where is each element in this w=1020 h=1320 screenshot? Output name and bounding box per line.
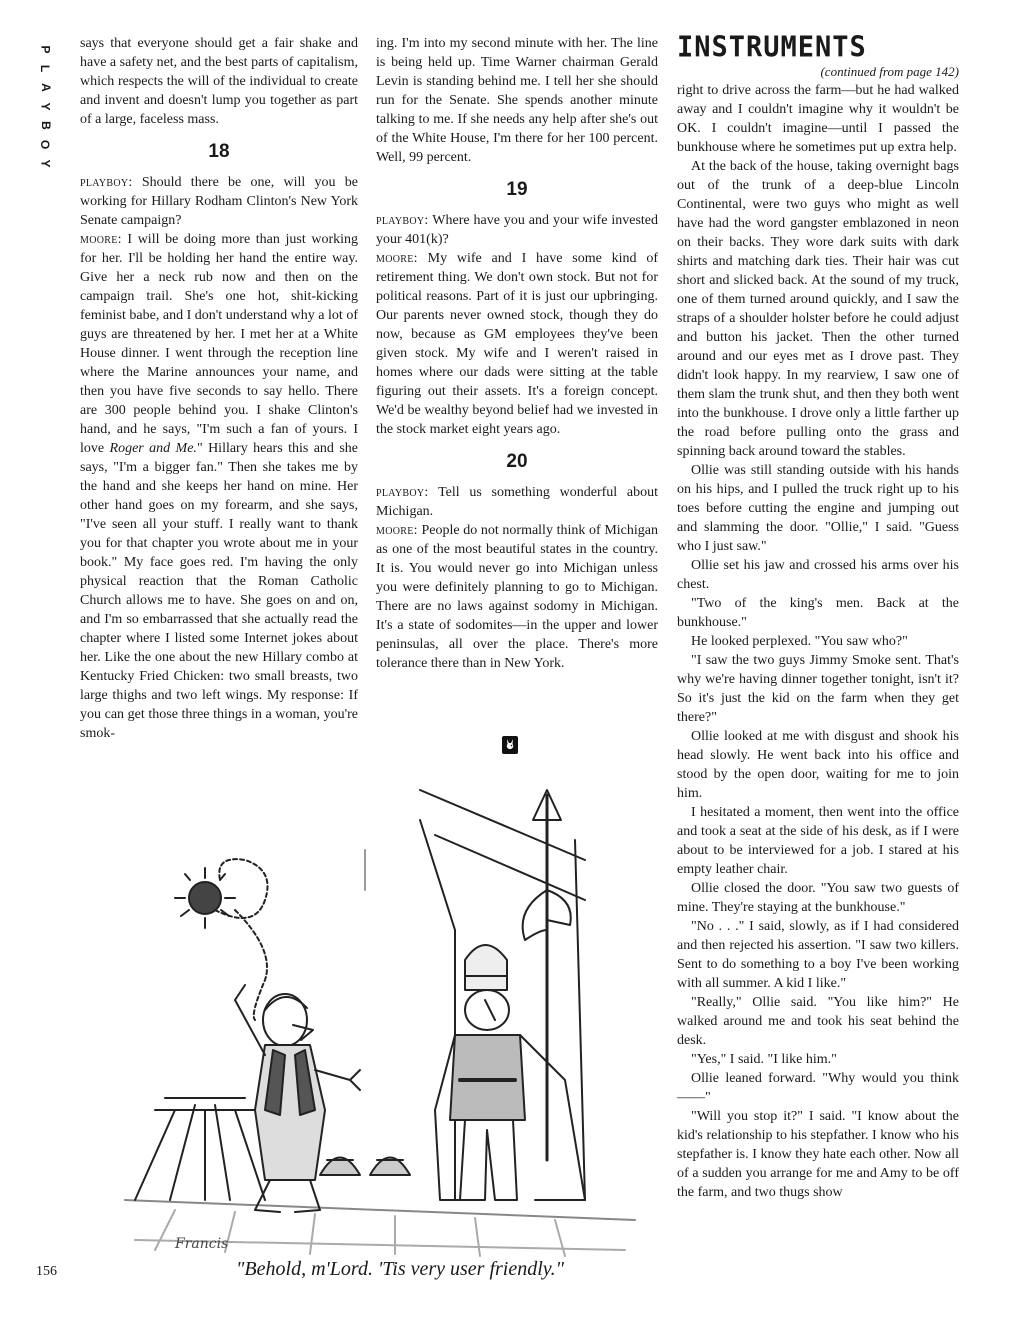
story-paragraph: At the back of the house, taking overnight bags out of the trunk of a deep-blue Lincoln Continental, were two guys who might as well have had the word gangster emblazoned in neon on their backs. They wore dark suits with dark shirts and matching dark ties. Their hair was cut short and slicked back. At the sound of my truck, one of them turned around quickly, and I saw the straps of a shoulder holster before he could adjust and button his jacket. Then the other turned around and our eyes met as I drove past. They didn't look happy. In my rearview, I saw one of them slam the trunk shut, and then they both went into the bunkhouse. I drove only a little farther up the road before pulling onto the grass and spinning back around toward the stables.	[677, 159, 959, 459]
story-paragraph: "Yes," I said. "I like him."	[691, 1052, 837, 1067]
interview-column-2	[376, 34, 658, 673]
speaker-moore: moore:	[80, 232, 122, 247]
answer-text: People do not normally think of Michigan as one of the most beautiful states in the country. It is. You would never go into Michigan unless you were definitely planning to go to Michigan. There are no laws against sodomy in Michigan. It's a state of sodomites—in the upper and lower peninsulas, all over the place. There's more tolerance there than in New York.	[376, 523, 658, 671]
intro-paragraph: says that everyone should get a fair shake and have a safety net, and the best parts of capitalism, which respects the will of the individual to create and invent and doesn't lump you together as part of a large, faceless mass.	[80, 36, 358, 127]
question-number-19: 19	[506, 179, 528, 200]
film-title: Roger and Me.	[109, 441, 197, 456]
story-paragraph: "Really," Ollie said. "You like him?" He walked around me and took his seat behind the desk.	[677, 995, 959, 1048]
cartoon-drawing	[115, 780, 645, 1258]
story-paragraph: He looked perplexed. "You saw who?"	[691, 634, 908, 649]
story-paragraph: Ollie looked at me with disgust and shook his head slowly. He went back into his office and stood by the open door, waiting for me to join him.	[677, 729, 959, 801]
fiction-column	[677, 31, 959, 1202]
story-paragraph: I hesitated a moment, then went into the office and took a seat at the side of his desk, as if I were about to be interviewed for a job. I stared at his empty leather chair.	[677, 805, 959, 877]
cartoon-caption: "Behold, m'Lord. 'Tis very user friendly."	[236, 1258, 564, 1280]
label-letter: P	[38, 45, 53, 54]
question-text: Should there be one, will you be working for Hillary Rodham Clinton's New York Senate campaign?	[80, 175, 358, 228]
continued-note: (continued from page 142)	[820, 64, 959, 79]
interview-column-1	[80, 34, 358, 743]
rabbit-logo-icon	[502, 736, 518, 754]
label-letter: Y	[38, 102, 53, 111]
question-19	[376, 211, 658, 249]
answer-19	[376, 249, 658, 439]
question-18	[80, 173, 358, 230]
answer-text: " Hillary hears this and she says, "I'm a bigger fan." Then she takes me by the hand and she keeps her hand on mine. Her other hand goes on my forearm, and she says, "I've seen all your stuff. I really want to thank you for that chapter you wrote about me in your book." My face goes red. I'm having the only physical reaction that the Roman Catholic Church allows me to have. She goes on and on, and I'm so embarrassed that she actually read the chapter where I listed some Internet jokes about her. Like the one about the new Hillary combo at Kentucky Fried Chicken: two small breasts, two large thighs and two left wings. My response: If you can get those three things in a woman, you're smok-	[80, 441, 358, 741]
answer-18-continued: ing. I'm into my second minute with her. The line is being held up. Time Warner chairman Gerald Levin is standing behind me. I tell her she should run for the Senate. She spends another minute talking to me. If she needs any help after she's out of the White House, I'm there for her 100 percent. Well, 99 percent.	[376, 36, 658, 165]
question-20	[376, 483, 658, 521]
label-letter: B	[38, 121, 53, 130]
story-paragraph: Ollie leaned forward. "Why would you think——"	[677, 1071, 959, 1105]
story-paragraph: "Will you stop it?" I said. "I know about the kid's relationship to his stepfather. I know who his stepfather is. I know they hate each other. Now all of a sudden you arrange for me and Amy to be off the farm, and two thugs show	[677, 1109, 959, 1200]
label-letter: Y	[38, 159, 53, 168]
speaker-playboy: playboy:	[80, 175, 133, 190]
answer-20	[376, 521, 658, 673]
story-paragraph: Ollie closed the door. "You saw two guests of mine. They're staying at the bunkhouse."	[677, 881, 959, 915]
answer-18	[80, 230, 358, 743]
story-paragraph: "I saw the two guys Jimmy Smoke sent. That's why we're having dinner together tonight, isn't it? So it's just the kid on the farm when they get there?"	[677, 653, 959, 725]
story-paragraph: "No . . ." I said, slowly, as if I had considered and then rejected his assertion. "I saw two killers. Sent to do something to a boy I've been working with all summer. A kid I like."	[677, 919, 959, 991]
answer-text: My wife and I have some kind of retirement thing. We don't own stock. But not for political reasons. Part of it is just our upbringing. Our parents never owned stock, though they do now, because as GM employees they've been given stock. My wife and I weren't raised in homes where our dads were sitting at the table figuring out their assets. It's a foreign concept. We'd be wealthy beyond belief had we invested in the stock market eight years ago.	[376, 251, 658, 437]
story-paragraph: Ollie set his jaw and crossed his arms over his chest.	[677, 558, 959, 592]
speaker-moore: moore:	[376, 523, 418, 538]
label-letter: L	[38, 64, 53, 73]
question-text: Where have you and your wife invested your 401(k)?	[376, 213, 658, 247]
page-number: 156	[36, 1264, 57, 1279]
answer-text: I will be doing more than just working for her. I'll be holding her hand the entire way. Give her a neck rub now and then on the campaign trail. She's one hot, shit-kicking feminist babe, and I don't understand why a lot of guys are threatened by her. I met her at a White House dinner. I went through the reception line where the Marine announces your name, and then you have five seconds to say hello. There are 300 people behind you. I shake Clinton's hand, and he says, "I'm such a fan of yours. I love	[80, 232, 358, 456]
story-paragraph: right to drive across the farm—but he had walked away and I couldn't imagine why it wouldn't be OK. I couldn't imagine—until I passed the bunkhouse where he sometimes put up extra help.	[677, 83, 959, 155]
question-number-20: 20	[506, 451, 528, 472]
question-number-18: 18	[208, 141, 230, 162]
speaker-moore: moore:	[376, 251, 418, 266]
artist-signature: Francis	[175, 1236, 229, 1252]
cartoon-illustration	[115, 780, 645, 1258]
story-title: INSTRUMENTS	[677, 31, 867, 64]
story-paragraph: Ollie was still standing outside with his hands on his hips, and I pulled the truck right up to his toes before cutting the engine and jumping out and slamming the door. "Ollie," I said. "Guess who I just saw."	[677, 463, 959, 554]
vertical-magazine-label	[30, 40, 60, 173]
speaker-playboy: playboy:	[376, 213, 429, 228]
speaker-playboy: playboy:	[376, 485, 429, 500]
question-text: Tell us something wonderful about Michigan.	[376, 485, 658, 519]
story-paragraph: "Two of the king's men. Back at the bunkhouse."	[677, 596, 959, 630]
label-letter: A	[38, 83, 53, 92]
label-letter: O	[38, 139, 53, 150]
